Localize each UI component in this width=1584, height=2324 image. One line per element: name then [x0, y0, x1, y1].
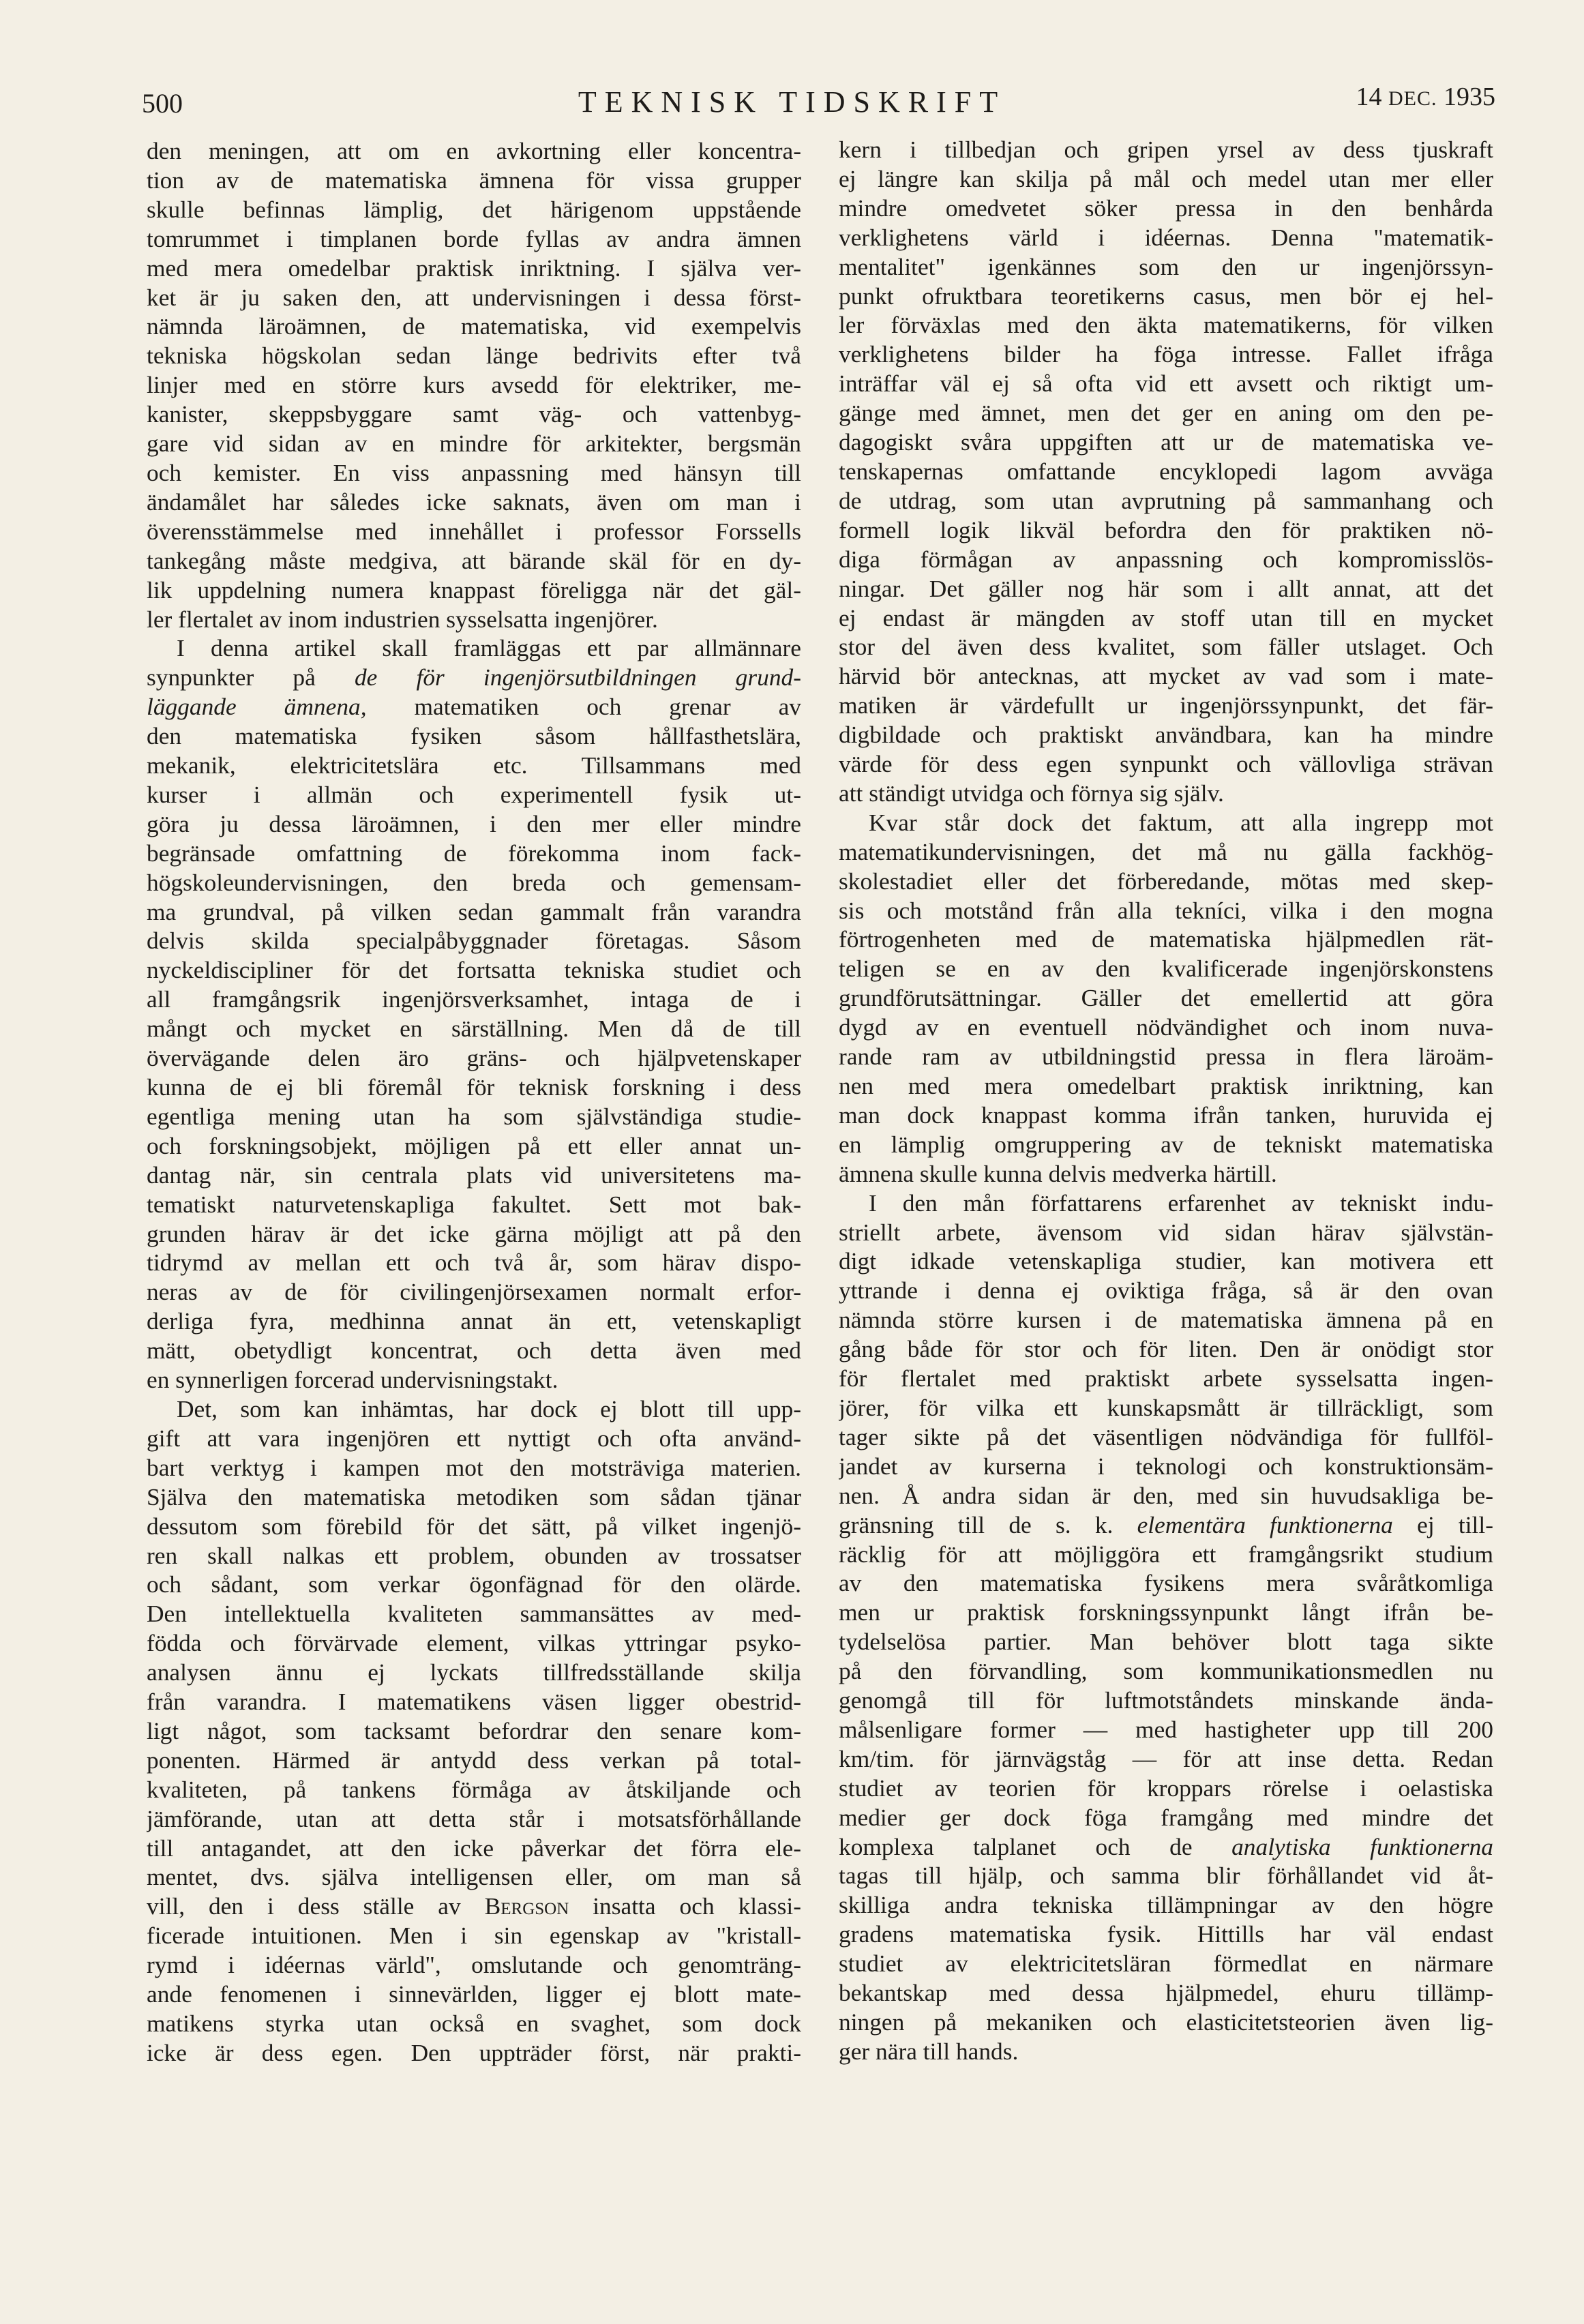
text-run: och sådant, som verkar ögonfägnad för den olärde. — [147, 1570, 801, 1598]
text-run: med mera omedelbar praktisk inriktning. I själva ver- — [147, 254, 801, 282]
text-line — [147, 136, 801, 166]
text-run: men ur praktisk forskningssynpunkt långt ifrån be- — [839, 1598, 1493, 1626]
text-line — [839, 1774, 1493, 1803]
text-line — [839, 194, 1493, 223]
text-line — [839, 223, 1493, 252]
text-run: nen med mera omedelbart praktisk inriktning, kan — [839, 1072, 1493, 1099]
text-run: matematiken och grenar av — [366, 693, 801, 721]
page-number: 500 — [142, 88, 183, 119]
text-run: tomrummet i timplanen borde fyllas av andra ämnen — [147, 224, 801, 252]
issue-date-day: 14 — [1356, 83, 1382, 111]
text-line — [147, 1277, 801, 1307]
text-run: insatta och klassi- — [569, 1892, 801, 1920]
text-run: överensstämmelse med innehållet i professor Forssells — [147, 517, 801, 545]
text-run: jörer, för vilka ett kunskapsmått är tillräckligt, som — [839, 1393, 1493, 1421]
text-run: kunna de ej bli föremål för teknisk forskning i dess — [147, 1073, 801, 1101]
text-line — [147, 1483, 801, 1512]
text-run: målsenligare former — med hastigheter upp till 200 — [839, 1715, 1493, 1743]
text-run: kanister, skeppsbyggare samt väg- och vattenbyg- — [147, 400, 801, 428]
text-run: verklighetens bilder ha föga intresse. Fallet ifråga — [839, 340, 1493, 368]
text-line — [147, 868, 801, 897]
text-line — [147, 1804, 801, 1834]
text-line — [147, 1395, 801, 1424]
text-run: gare vid sidan av en mindre för arkitekter, bergsmän — [147, 430, 801, 458]
text-line — [147, 1892, 801, 1921]
text-run: göra ju dessa läroämnen, i den mer eller mindre — [147, 809, 801, 837]
text-run: striellt arbete, ävensom vid sidan härav självstän- — [839, 1218, 1493, 1246]
text-run: ger nära till hands. — [839, 2037, 1019, 2065]
text-line — [839, 1832, 1493, 1862]
text-run: en synnerligen forcerad undervisningstakt. — [147, 1366, 558, 1394]
text-line — [839, 632, 1493, 661]
text-line — [147, 985, 801, 1014]
text-line — [839, 164, 1493, 194]
text-run: ma grundval, på vilken sedan gammalt från varandra — [147, 897, 801, 925]
text-line — [147, 546, 801, 576]
text-line — [839, 1861, 1493, 1890]
text-line — [147, 283, 801, 312]
text-line — [839, 340, 1493, 369]
text-line — [839, 369, 1493, 398]
text-run: tidrymd av mellan ett och två år, som härav dispo- — [147, 1249, 801, 1277]
text-run: ande fenomenen i sinnevärlden, ligger ej blott mate- — [147, 1980, 801, 2008]
text-line — [839, 867, 1493, 896]
text-line — [147, 1512, 801, 1541]
text-run: man dock knappast komma ifrån tanken, huruvida ej — [839, 1101, 1493, 1129]
text-line — [839, 1978, 1493, 2008]
text-run: diga förmågan av anpassning och kompromisslös- — [839, 545, 1493, 573]
text-run: dantag när, sin centrala plats vid universitetens ma- — [147, 1161, 801, 1189]
text-line — [839, 574, 1493, 604]
text-line — [147, 341, 801, 370]
text-line — [147, 312, 801, 341]
text-line — [147, 1190, 801, 1219]
text-run: övervägande delen äro gräns- och hjälpvetenskaper — [147, 1044, 801, 1072]
text-run: dygd av en eventuell nödvändighet och inom nuva- — [839, 1013, 1493, 1041]
text-run: mekanik, elektricitetslära etc. Tillsammans med — [147, 751, 801, 779]
text-line — [147, 809, 801, 839]
text-line — [839, 252, 1493, 282]
text-line — [839, 1510, 1493, 1540]
text-run: den meningen, att om en avkortning eller koncentra- — [147, 137, 801, 164]
text-run: tematiskt naturvetenskapliga fakultet. Sett mot bak- — [147, 1190, 801, 1218]
text-line — [839, 1920, 1493, 1949]
text-line — [147, 751, 801, 780]
text-line — [147, 517, 801, 546]
text-run: rande ram av utbildningstid pressa in flera läroäm- — [839, 1043, 1493, 1071]
text-run: ler flertalet av inom industrien sysselsatta ingenjörer. — [147, 605, 658, 633]
text-run: kurser i allmän och experimentell fysik ut- — [147, 780, 801, 808]
text-run: gränsning till de s. k. — [839, 1510, 1137, 1538]
text-line — [839, 779, 1493, 808]
text-run: gradens matematiska fysik. Hittills har väl endast — [839, 1920, 1493, 1948]
text-line — [147, 1073, 801, 1102]
text-run: medier ger dock föga framgång med mindre det — [839, 1803, 1493, 1831]
text-run: analysen ännu ej lyckats tillfredsställande skilja — [147, 1658, 801, 1686]
text-line — [147, 400, 801, 429]
text-run: digbildade och praktiskt användbara, kan ha mindre — [839, 721, 1493, 749]
text-line — [147, 897, 801, 927]
text-run: Bergson — [484, 1892, 569, 1920]
text-line — [839, 428, 1493, 457]
text-run: jandet av kurserna i teknologi och konstruktionsäm- — [839, 1452, 1493, 1480]
text-run: skilliga andra tekniska tillämpningar av den högre — [839, 1891, 1493, 1919]
text-line — [839, 1452, 1493, 1481]
text-line — [839, 1042, 1493, 1071]
text-line — [147, 224, 801, 254]
text-run: grunden härav är det icke gärna möjligt att på den — [147, 1219, 801, 1247]
text-run: ponenten. Härmed är antydd dess verkan på total- — [147, 1746, 801, 1774]
text-run: studiet av teorien för kroppars rörelse i oelastiska — [839, 1774, 1493, 1802]
text-line — [839, 2008, 1493, 2037]
text-line — [147, 1219, 801, 1249]
text-line — [147, 634, 801, 663]
text-line — [839, 1422, 1493, 1452]
text-line — [147, 1658, 801, 1687]
text-line — [147, 1950, 801, 1980]
text-run: ligt något, som tacksamt befordrar den senare kom- — [147, 1716, 801, 1744]
text-run: I denna artikel skall framläggas ett par allmännare — [177, 634, 801, 662]
text-line — [839, 1715, 1493, 1744]
text-run: mentalitet" igenkännes som den ur ingenjörssyn- — [839, 252, 1493, 280]
text-run: förtrogenheten med de matematiska hjälpmedlen rät- — [839, 925, 1493, 953]
text-line — [147, 663, 801, 692]
text-line — [839, 1276, 1493, 1305]
text-run: från varandra. I matematikens väsen ligger obestrid- — [147, 1688, 801, 1716]
text-run: tager sikte på det väsentligen nödvändiga för fullföl- — [839, 1422, 1493, 1450]
text-run: Själva den matematiska metodiken som sådan tjänar — [147, 1483, 801, 1510]
text-run: nämnda läroämnen, de matematiska, vid exempelvis — [147, 312, 801, 340]
text-run: ej längre kan skilja på mål och medel utan mer eller — [839, 164, 1493, 192]
text-line — [147, 1014, 801, 1043]
text-line — [147, 780, 801, 809]
text-line — [839, 1335, 1493, 1364]
text-line — [839, 925, 1493, 954]
text-line — [147, 1102, 801, 1131]
text-line — [839, 282, 1493, 311]
text-line — [147, 2038, 801, 2068]
text-run: km/tim. för järnvägståg — för att inse detta. Redan — [839, 1744, 1493, 1772]
text-line — [147, 1161, 801, 1190]
text-run: tagas till hjälp, och samma blir förhållandet vid åt- — [839, 1862, 1493, 1890]
text-line — [839, 135, 1493, 164]
text-line — [147, 692, 801, 721]
text-run: och forskningsobjekt, möjligen på ett eller annat un- — [147, 1131, 801, 1159]
text-run: gift att vara ingenjören ett nyttigt och ofta använd- — [147, 1424, 801, 1452]
text-run: punkt ofruktbara teoretikerns casus, men bör ej hel- — [839, 282, 1493, 310]
text-run: läggande ämnena, — [147, 693, 367, 721]
text-run: högskoleundervisningen, den breda och gemensam- — [147, 868, 801, 896]
text-run: derliga fyra, medhinna annat än ett, vetenskapligt — [147, 1307, 801, 1335]
text-run: ningen på mekaniken och elasticitetsteorien även lig- — [839, 2008, 1493, 2036]
issue-date-month: DEC. — [1388, 87, 1437, 110]
text-line — [147, 370, 801, 400]
text-run: matematikundervisningen, det må nu gälla fackhög- — [839, 837, 1493, 865]
text-line — [147, 1775, 801, 1804]
text-run: verklighetens värld i idéernas. Denna "matematik- — [839, 223, 1493, 251]
text-run: elementära funktionerna — [1137, 1510, 1393, 1538]
text-line — [839, 1890, 1493, 1920]
text-line — [839, 808, 1493, 837]
text-line — [839, 2037, 1493, 2066]
issue-date — [1356, 82, 1496, 112]
text-run: Det, som kan inhämtas, har dock ej blott till upp- — [177, 1395, 801, 1422]
text-run: Kvar står dock det faktum, att alla ingrepp mot — [869, 808, 1493, 836]
text-run: komplexa talplanet och de — [839, 1832, 1232, 1860]
text-run: teligen se en av den kvalificerade ingenjörskonstens — [839, 955, 1493, 983]
text-run: icke är dess egen. Den uppträder först, när prakti- — [147, 2038, 801, 2066]
text-line — [839, 1305, 1493, 1335]
text-line — [147, 1131, 801, 1161]
text-line — [839, 1949, 1493, 1978]
text-line — [839, 1218, 1493, 1247]
journal-title: TEKNISK TIDSKRIFT — [578, 85, 1006, 119]
text-line — [147, 1541, 801, 1570]
text-line — [839, 1568, 1493, 1598]
text-line — [147, 721, 801, 751]
text-line — [839, 1627, 1493, 1656]
text-run: ler förväxlas med den äkta matematikerns, för vilken — [839, 311, 1493, 339]
text-run: skolestadiet eller det förberedande, mötas med skep- — [839, 867, 1493, 895]
text-run: mindre omedvetet söker pressa in den benhårda — [839, 194, 1493, 222]
text-line — [839, 486, 1493, 516]
text-run: ket är ju saken den, att undervisningen i dessa först- — [147, 283, 801, 311]
text-line — [839, 516, 1493, 545]
text-line — [839, 1364, 1493, 1393]
text-line — [839, 545, 1493, 574]
text-line — [839, 837, 1493, 867]
text-line — [839, 1130, 1493, 1159]
text-run: kvaliteten, på tankens förmåga av åtskiljande och — [147, 1775, 801, 1803]
text-run: till antagandet, att den icke påverkar det förra ele- — [147, 1834, 801, 1862]
text-line — [147, 1424, 801, 1453]
text-run: gänge med ämnet, men det ger en aning om den pe- — [839, 399, 1493, 427]
text-run: ningar. Det gäller nog här som i allt annat, att det — [839, 574, 1493, 602]
text-line — [147, 605, 801, 634]
left-column — [147, 136, 801, 2068]
text-run: att ständigt utvidga och förnya sig själv. — [839, 779, 1224, 807]
text-run: de för ingenjörsutbildningen grund- — [354, 664, 801, 691]
text-line — [147, 1307, 801, 1336]
text-line — [839, 1101, 1493, 1130]
text-run: tion av de matematiska ämnena för vissa grupper — [147, 166, 801, 194]
text-line — [839, 398, 1493, 428]
text-run: nämnda större kursen i de matematiska ämnena på en — [839, 1306, 1493, 1334]
text-run: födda och förvärvade element, vilkas yttringar psyko- — [147, 1629, 801, 1657]
issue-date-year: 1935 — [1444, 83, 1495, 111]
text-run: de utdrag, som utan avprutning på sammanhang och — [839, 486, 1493, 514]
text-run: ej till- — [1392, 1510, 1493, 1538]
text-run: studiet av elektricitetsläran förmedlat en närmare — [839, 1950, 1493, 1978]
text-line — [839, 720, 1493, 749]
text-run: ej endast är mängden av stoff utan till en mycket — [839, 604, 1493, 631]
text-line — [839, 749, 1493, 779]
text-run: dagogiskt svåra uppgiften att ur de matematiska ve- — [839, 428, 1493, 456]
text-line — [147, 1746, 801, 1775]
text-run: härvid bör antecknas, att mycket av vad som i mate- — [839, 662, 1493, 690]
text-run: analytiska funktionerna — [1231, 1832, 1493, 1860]
text-run: värde för dess egen synpunkt och vällovliga strävan — [839, 750, 1493, 778]
text-line — [839, 954, 1493, 983]
text-run: ämnena skulle kunna delvis medverka härtill. — [839, 1159, 1277, 1187]
text-line — [839, 896, 1493, 925]
text-line — [839, 1189, 1493, 1218]
text-line — [839, 1481, 1493, 1510]
text-run: delvis skilda specialpåbyggnader företagas. Såsom — [147, 927, 801, 955]
text-line — [147, 1980, 801, 2009]
text-run: tydelselösa partier. Man behöver blott taga sikte — [839, 1628, 1493, 1656]
text-run: inträffar väl ej så ofta vid ett avsett och riktigt um- — [839, 370, 1493, 398]
text-line — [147, 1248, 801, 1277]
text-run: egentliga mening utan ha som självständiga studie- — [147, 1102, 801, 1130]
text-line — [839, 661, 1493, 691]
text-line — [147, 1716, 801, 1746]
text-run: rymd i idéernas värld", omslutande och genomträng- — [147, 1951, 801, 1979]
text-line — [839, 310, 1493, 340]
text-run: all framgångsrik ingenjörsverksamhet, intaga de i — [147, 985, 801, 1013]
text-run: av den matematiska fysikens mera svåråtkomliga — [839, 1569, 1493, 1597]
text-run: digt idkade vetenskapliga studier, kan motivera ett — [839, 1247, 1493, 1275]
text-line — [147, 1834, 801, 1863]
text-run: synpunkter på — [147, 664, 355, 691]
text-line — [147, 195, 801, 224]
text-run: mångt och mycket en särställning. Men då de till — [147, 1015, 801, 1043]
text-run: räcklig för att möjliggöra ett framgångsrikt studium — [839, 1540, 1493, 1568]
text-line — [147, 955, 801, 985]
text-line — [839, 1598, 1493, 1627]
text-run: begränsade omfattning de förekomma inom fack- — [147, 839, 801, 867]
text-run: matikens styrka utan också en svaghet, som dock — [147, 2010, 801, 2037]
page-header — [0, 75, 1584, 130]
text-run: tekniska högskolan sedan länge bedrivits efter två — [147, 342, 801, 370]
text-run: tenskapernas omfattande encyklopedi lagom avväga — [839, 457, 1493, 485]
right-column — [839, 135, 1493, 2066]
text-run: gång både för stor och för liten. Den är onödigt stor — [839, 1335, 1493, 1363]
text-line — [839, 1656, 1493, 1686]
text-run: matiken är värdefullt ur ingenjörssynpunkt, det fär- — [839, 691, 1493, 719]
text-run: nen. Å andra sidan är den, med sin huvudsakliga be- — [839, 1481, 1493, 1509]
text-run: genomgå till för luftmotståndets minskande ända- — [839, 1686, 1493, 1714]
text-run: linjer med en större kurs avsedd för elektriker, me- — [147, 371, 801, 399]
text-run: I den mån författarens erfarenhet av tekniskt indu- — [869, 1189, 1493, 1217]
text-run: sis och motstånd från alla tekníci, vilka i den mogna — [839, 896, 1493, 924]
text-run: yttrande i denna ej oviktiga fråga, så är den ovan — [839, 1277, 1493, 1305]
text-run: för flertalet med praktiskt arbete sysselsatta ingen- — [839, 1365, 1493, 1392]
text-line — [147, 166, 801, 195]
text-run: skulle befinnas lämplig, det härigenom uppstående — [147, 195, 801, 223]
text-line — [147, 576, 801, 605]
text-line — [147, 429, 801, 458]
text-line — [839, 983, 1493, 1013]
text-run: bekantskap med dessa hjälpmedel, ehuru tillämp- — [839, 1979, 1493, 2007]
text-line — [839, 1071, 1493, 1101]
text-run: vill, den i dess ställe av — [147, 1892, 485, 1920]
text-run: ändamålet har således icke saknats, även om man i — [147, 488, 801, 516]
text-line — [839, 1803, 1493, 1832]
text-run: ficerade intuitionen. Men i sin egenskap av "kristall- — [147, 1922, 801, 1950]
text-line — [839, 1686, 1493, 1715]
text-run: tankegång måste medgiva, att bärande skäl för en dy- — [147, 546, 801, 574]
text-line — [147, 1862, 801, 1892]
text-run: den matematiska fysiken såsom hållfasthetslära, — [147, 722, 801, 750]
text-line — [147, 839, 801, 868]
text-line — [147, 1570, 801, 1599]
text-line — [839, 1744, 1493, 1774]
text-line — [147, 488, 801, 517]
text-line — [147, 1921, 801, 1950]
text-line — [839, 1393, 1493, 1422]
text-line — [147, 254, 801, 283]
text-run: och kemister. En viss anpassning med hänsyn till — [147, 458, 801, 486]
text-line — [839, 1540, 1493, 1569]
text-line — [147, 1365, 801, 1395]
text-run: ren skall nalkas ett problem, obunden av trossatser — [147, 1541, 801, 1569]
text-run: neras av de för civilingenjörsexamen normalt erfor- — [147, 1278, 801, 1306]
text-run: bart verktyg i kampen mot den motsträviga materien. — [147, 1453, 801, 1481]
text-line — [147, 1336, 801, 1365]
text-line — [147, 458, 801, 488]
text-run: kern i tillbedjan och gripen yrsel av dess tjuskraft — [839, 136, 1493, 163]
text-line — [839, 1247, 1493, 1276]
text-line — [839, 604, 1493, 633]
text-run: grundförutsättningar. Gäller det emellertid att göra — [839, 984, 1493, 1012]
text-line — [147, 1453, 801, 1483]
text-line — [147, 1628, 801, 1658]
text-line — [839, 1013, 1493, 1042]
text-line — [839, 1159, 1493, 1189]
text-run: på den förvandling, som kommunikationsmedlen nu — [839, 1657, 1493, 1685]
text-line — [839, 457, 1493, 486]
text-line — [147, 926, 801, 955]
text-run: en lämplig omgruppering av de tekniskt matematiska — [839, 1130, 1493, 1158]
text-line — [147, 1687, 801, 1716]
text-run: Den intellektuella kvaliteten sammansättes av med- — [147, 1600, 801, 1628]
text-line — [839, 691, 1493, 720]
text-line — [147, 2009, 801, 2038]
text-run: jämförande, utan att detta står i motsatsförhållande — [147, 1804, 801, 1832]
text-line — [147, 1043, 801, 1073]
text-run: lik uppdelning numera knappast föreligga när det gäl- — [147, 576, 801, 604]
text-run: mätt, obetydligt koncentrat, och detta även med — [147, 1337, 801, 1365]
text-run: nyckeldiscipliner för det fortsatta tekniska studiet och — [147, 956, 801, 984]
text-line — [147, 1599, 801, 1628]
text-run: mentet, dvs. själva intelligensen eller, om man så — [147, 1863, 801, 1891]
text-run: stor del även dess kvalitet, som fäller utslaget. Och — [839, 633, 1493, 661]
text-run: dessutom som förebild för det sätt, på vilket ingenjö- — [147, 1512, 801, 1540]
text-run: formell logik likväl befordra den för praktiken nö- — [839, 516, 1493, 543]
